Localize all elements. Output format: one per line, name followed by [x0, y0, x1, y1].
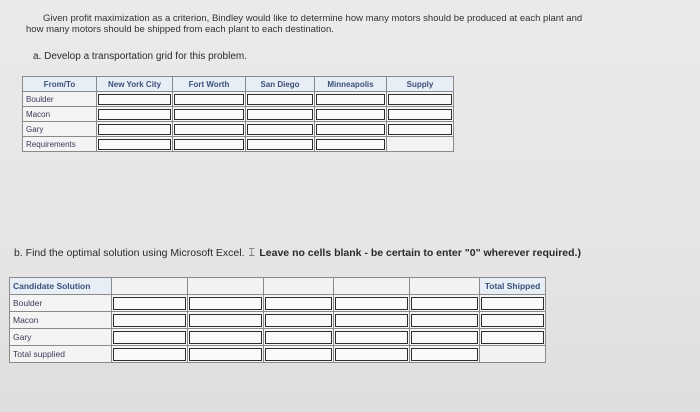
intro-line-1: Given profit maximization as a criterion, Bindley would like to determine how many motors should be produced at each plant and [43, 13, 583, 24]
solution-row-total-supplied [10, 346, 546, 363]
grid-row-gary [23, 122, 454, 137]
solution-gary-total[interactable] [481, 331, 544, 344]
total-shipped-label: Total Shipped [480, 278, 546, 295]
part-a-prompt: a. Develop a transportation grid for this problem. [33, 51, 247, 62]
input-macon-fort-worth[interactable] [174, 109, 244, 120]
solution-label-macon: Macon [10, 312, 112, 329]
input-gary-supply[interactable] [388, 124, 452, 135]
solution-label-gary: Gary [10, 329, 112, 346]
requirements-supply-blank [387, 137, 454, 152]
input-boulder-san-diego[interactable] [247, 94, 313, 105]
intro-line-2: how many motors should be shipped from each plant to each destination. [26, 24, 334, 35]
candidate-solution-grid [9, 277, 546, 363]
solution-gary-c2[interactable] [189, 331, 262, 344]
row-label-requirements: Requirements [23, 137, 97, 152]
solution-boulder-c1[interactable] [113, 297, 186, 310]
solution-label-total-supplied: Total supplied [10, 346, 112, 363]
solution-total-c2[interactable] [189, 348, 262, 361]
solution-macon-c1[interactable] [113, 314, 186, 327]
part-b-prompt-text: b. Find the optimal solution using Microsoft Excel. [14, 247, 245, 259]
solution-label-boulder: Boulder [10, 295, 112, 312]
input-macon-san-diego[interactable] [247, 109, 313, 120]
input-macon-minneapolis[interactable] [316, 109, 385, 120]
input-macon-new-york[interactable] [98, 109, 171, 120]
input-boulder-new-york[interactable] [98, 94, 171, 105]
input-boulder-minneapolis[interactable] [316, 94, 385, 105]
total-supplied-blank [480, 346, 546, 363]
solution-boulder-c4[interactable] [335, 297, 408, 310]
solution-gary-c4[interactable] [335, 331, 408, 344]
col-header-fort-worth: Fort Worth [173, 77, 246, 92]
solution-macon-c2[interactable] [189, 314, 262, 327]
solution-boulder-c5[interactable] [411, 297, 478, 310]
solution-macon-total[interactable] [481, 314, 544, 327]
solution-macon-c4[interactable] [335, 314, 408, 327]
solution-boulder-total[interactable] [481, 297, 544, 310]
corner-label: From/To [23, 77, 97, 92]
input-requirements-fort-worth[interactable] [174, 139, 244, 150]
input-requirements-new-york[interactable] [98, 139, 171, 150]
solution-gary-c5[interactable] [411, 331, 478, 344]
part-b-instruction: Leave no cells blank - be certain to enter "0" wherever required.) [259, 247, 581, 259]
grid-row-boulder [23, 92, 454, 107]
row-label-boulder: Boulder [23, 92, 97, 107]
solution-gary-c3[interactable] [265, 331, 332, 344]
grid-row-macon [23, 107, 454, 122]
solution-macon-c5[interactable] [411, 314, 478, 327]
problem-intro [26, 13, 666, 35]
candidate-solution-label: Candidate Solution [10, 278, 112, 295]
solution-boulder-c3[interactable] [265, 297, 332, 310]
text-cursor-icon: ⌶ [248, 247, 256, 259]
solution-row-macon [10, 312, 546, 329]
grid-header-row [23, 77, 454, 92]
solution-total-c5[interactable] [411, 348, 478, 361]
solution-total-c1[interactable] [113, 348, 186, 361]
input-gary-fort-worth[interactable] [174, 124, 244, 135]
solution-row-boulder [10, 295, 546, 312]
input-boulder-supply[interactable] [388, 94, 452, 105]
solution-macon-c3[interactable] [265, 314, 332, 327]
part-b-prompt [14, 247, 581, 260]
grid-row-requirements [23, 137, 454, 152]
input-macon-supply[interactable] [388, 109, 452, 120]
solution-total-c4[interactable] [335, 348, 408, 361]
solution-boulder-c2[interactable] [189, 297, 262, 310]
col-header-new-york-city: New York City [97, 77, 173, 92]
col-header-san-diego: San Diego [246, 77, 315, 92]
input-gary-new-york[interactable] [98, 124, 171, 135]
col-header-supply: Supply [387, 77, 454, 92]
transportation-grid [22, 76, 454, 152]
solution-row-gary [10, 329, 546, 346]
row-label-gary: Gary [23, 122, 97, 137]
input-requirements-minneapolis[interactable] [316, 139, 385, 150]
solution-total-c3[interactable] [265, 348, 332, 361]
input-gary-minneapolis[interactable] [316, 124, 385, 135]
solution-header-row [10, 278, 546, 295]
col-header-minneapolis: Minneapolis [315, 77, 387, 92]
solution-gary-c1[interactable] [113, 331, 186, 344]
input-requirements-san-diego[interactable] [247, 139, 313, 150]
input-gary-san-diego[interactable] [247, 124, 313, 135]
row-label-macon: Macon [23, 107, 97, 122]
input-boulder-fort-worth[interactable] [174, 94, 244, 105]
